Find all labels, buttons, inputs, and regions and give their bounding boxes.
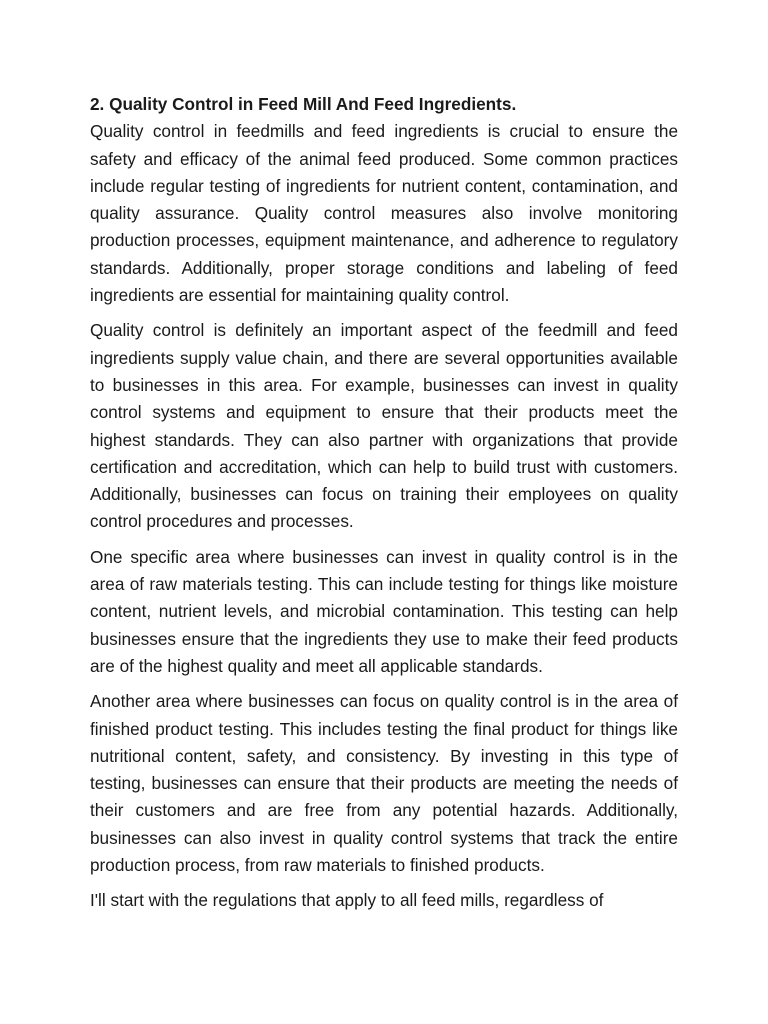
paragraph-5: I'll start with the regulations that apply to all feed mills, regardless of [90, 890, 604, 911]
document-page [90, 91, 678, 923]
section-heading: 2. Quality Control in Feed Mill And Feed Ingredients. [90, 94, 517, 114]
paragraph-4: Another area where businesses can focus on quality control is in the area of finished product testing. This includes testing the final product for things like nutritional content, safety, and consistency. By investing in this type of testing, businesses can ensure that their products are meeting the needs of their customers and are free from any potential hazards. Additionally, businesses can also invest in quality control systems that track the entire production process, from raw materials to finished products. [90, 691, 678, 876]
paragraph-1: Quality control in feedmills and feed ingredients is crucial to ensure the safety and efficacy of the animal feed produced. Some common practices include regular testing of ingredients for nutrient content, contamination, and quality assurance. Quality control measures also involve monitoring production processes, equipment maintenance, and adherence to regulatory standards. Additionally, proper storage conditions and labeling of feed ingredients are essential for maintaining quality control. [90, 121, 678, 306]
paragraph-2: Quality control is definitely an important aspect of the feedmill and feed ingredients supply value chain, and there are several opportunities available to businesses in this area. For example, businesses can invest in quality control systems and equipment to ensure that their products meet the highest standards. They can also partner with organizations that provide certification and accreditation, which can help to build trust with customers. Additionally, businesses can focus on training their employees on quality control procedures and processes. [90, 320, 678, 532]
paragraph-3: One specific area where businesses can invest in quality control is in the area of raw materials testing. This can include testing for things like moisture content, nutrient levels, and microbial contamination. This testing can help businesses ensure that the ingredients they use to make their feed products are of the highest quality and meet all applicable standards. [90, 546, 678, 676]
